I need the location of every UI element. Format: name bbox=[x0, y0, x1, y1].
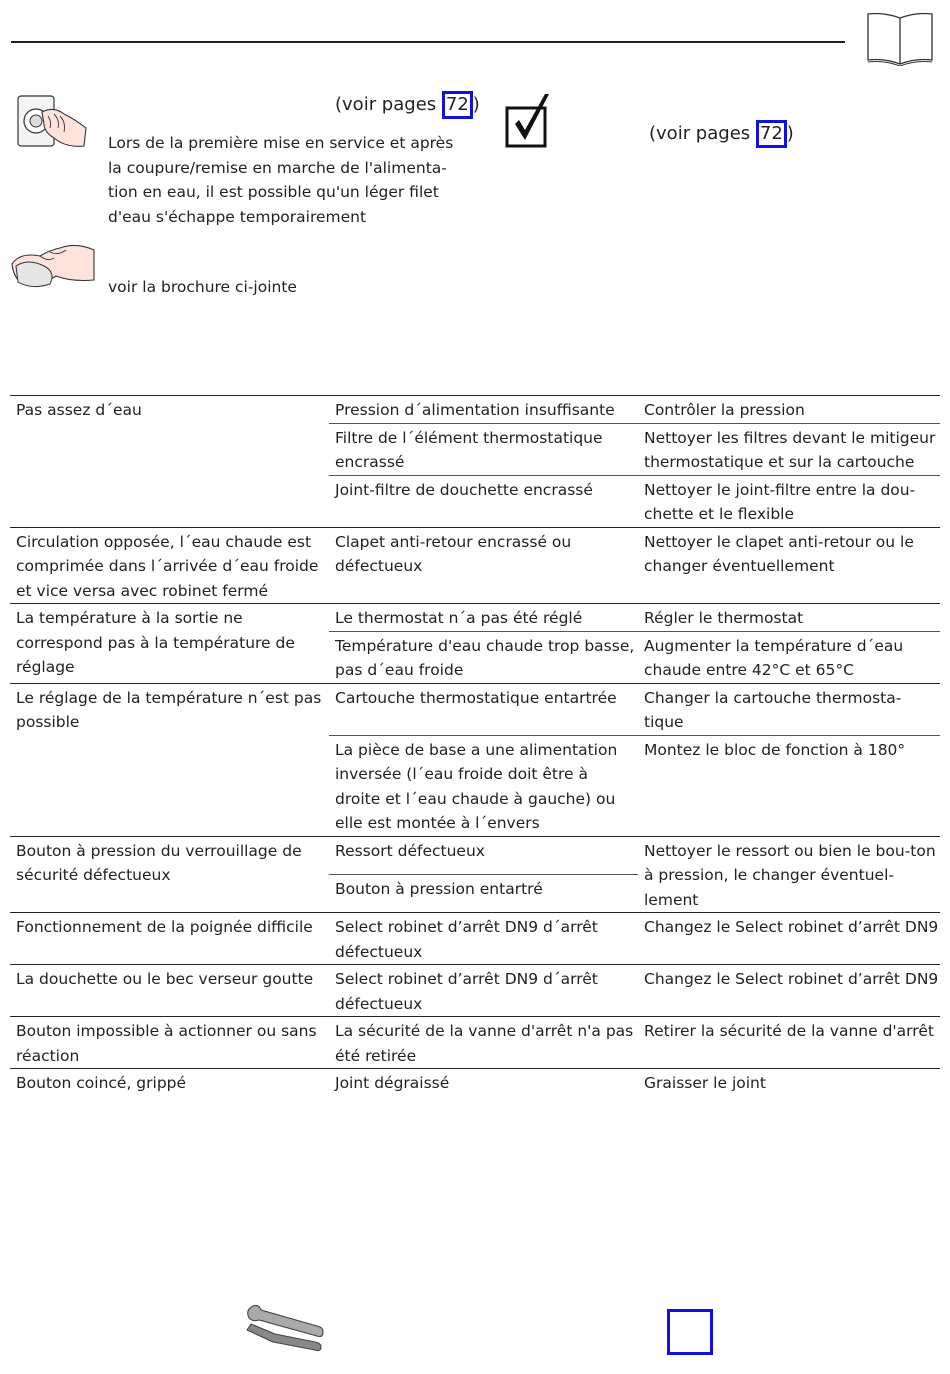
table-row bbox=[10, 1017, 940, 1069]
remedy-cell: Nettoyer les filtres devant le mitigeur thermostatique et sur la cartouche bbox=[638, 423, 940, 475]
problem-cell: Circulation opposée, l´eau chaude est comprimée dans l´arrivée d´eau froide et vice versa avec robinet fermé bbox=[10, 527, 329, 604]
table-row bbox=[10, 965, 940, 1017]
cause-cell: Select robinet d’arrêt DN9 d´arrêt défectueux bbox=[329, 965, 638, 1017]
remedy-cell: Contrôler la pression bbox=[638, 396, 940, 424]
table-row bbox=[10, 836, 940, 874]
book-icon bbox=[866, 10, 934, 66]
page-72-link[interactable]: 72 bbox=[756, 120, 787, 148]
top-rule bbox=[11, 41, 845, 43]
see-pages-ref-1 bbox=[335, 91, 480, 119]
remedy-cell: Changez le Select robinet d’arrêt DN9 bbox=[638, 965, 940, 1017]
table-row bbox=[10, 604, 940, 632]
see-pages-label: (voir pages bbox=[649, 123, 751, 144]
cause-cell: Pression d´alimentation insuffisante bbox=[329, 396, 638, 424]
cause-cell: La sécurité de la vanne d'arrêt n'a pas été retirée bbox=[329, 1017, 638, 1069]
brochure-note: voir la brochure ci-jointe bbox=[108, 278, 297, 296]
wrench-screwdriver-icon bbox=[243, 1300, 327, 1358]
problem-cell: Bouton coincé, grippé bbox=[10, 1069, 329, 1096]
problem-cell: La douchette ou le bec verseur goutte bbox=[10, 965, 329, 1017]
problem-cell: La température à la sortie ne correspond pas à la température de réglage bbox=[10, 604, 329, 684]
problem-cell: Bouton à pression du verrouillage de sécurité défectueux bbox=[10, 836, 329, 913]
checkmark-box-icon bbox=[505, 92, 553, 150]
remedy-cell: Changez le Select robinet d’arrêt DN9 bbox=[638, 913, 940, 965]
cause-cell: Filtre de l´élément thermostatique encrassé bbox=[329, 423, 638, 475]
table-row bbox=[10, 527, 940, 604]
close-paren: ) bbox=[786, 123, 794, 144]
see-pages-label: (voir pages bbox=[335, 94, 437, 115]
problem-cell: Le réglage de la température n´est pas possible bbox=[10, 683, 329, 836]
page-72-link[interactable]: 72 bbox=[442, 91, 473, 119]
remedy-cell: Retirer la sécurité de la vanne d'arrêt bbox=[638, 1017, 940, 1069]
cause-cell: Joint dégraissé bbox=[329, 1069, 638, 1096]
cause-cell: Le thermostat n´a pas été réglé bbox=[329, 604, 638, 632]
remedy-cell: Nettoyer le clapet anti-retour ou le changer éventuellement bbox=[638, 527, 940, 604]
cause-cell: Température d'eau chaude trop basse, pas d´eau froide bbox=[329, 631, 638, 683]
close-paren: ) bbox=[472, 94, 480, 115]
table-row bbox=[10, 683, 940, 735]
troubleshooting-table bbox=[10, 395, 940, 1096]
remedy-cell: Augmenter la température d´eau chaude entre 42°C et 65°C bbox=[638, 631, 940, 683]
see-pages-ref-2 bbox=[649, 120, 794, 148]
first-use-note: Lors de la première mise en service et après la coupure/remise en marche de l'alimenta-tion en eau, il est possible qu'un léger filet d'eau s'échappe temporairement bbox=[108, 134, 454, 226]
problem-cell: Bouton impossible à actionner ou sans réaction bbox=[10, 1017, 329, 1069]
remedy-cell: Régler le thermostat bbox=[638, 604, 940, 632]
page-link-box[interactable] bbox=[667, 1309, 713, 1355]
cause-cell: Ressort défectueux bbox=[329, 836, 638, 874]
cause-cell: Select robinet d’arrêt DN9 d´arrêt défectueux bbox=[329, 913, 638, 965]
remedy-cell: Nettoyer le ressort ou bien le bou-ton à pression, le changer éventuel-lement bbox=[638, 836, 940, 913]
problem-cell: Fonctionnement de la poignée difficile bbox=[10, 913, 329, 965]
remedy-cell: Montez le bloc de fonction à 180° bbox=[638, 735, 940, 836]
cause-cell: Cartouche thermostatique entartrée bbox=[329, 683, 638, 735]
table-row bbox=[10, 913, 940, 965]
cause-cell: Bouton à pression entartré bbox=[329, 874, 638, 912]
remedy-cell: Graisser le joint bbox=[638, 1069, 940, 1096]
cause-cell: Clapet anti-retour encrassé ou défectueux bbox=[329, 527, 638, 604]
hand-cloth-icon bbox=[10, 236, 96, 290]
table-row bbox=[10, 396, 940, 424]
problem-cell: Pas assez d´eau bbox=[10, 396, 329, 528]
cause-cell: La pièce de base a une alimentation inversée (l´eau froide doit être à droite et l´eau chaude à gauche) ou elle est montée à l´envers bbox=[329, 735, 638, 836]
remedy-cell: Nettoyer le joint-filtre entre la dou-chette et le flexible bbox=[638, 475, 940, 527]
cause-cell: Joint-filtre de douchette encrassé bbox=[329, 475, 638, 527]
table-row bbox=[10, 1069, 940, 1096]
hand-valve-icon bbox=[14, 92, 90, 150]
remedy-cell: Changer la cartouche thermosta-tique bbox=[638, 683, 940, 735]
